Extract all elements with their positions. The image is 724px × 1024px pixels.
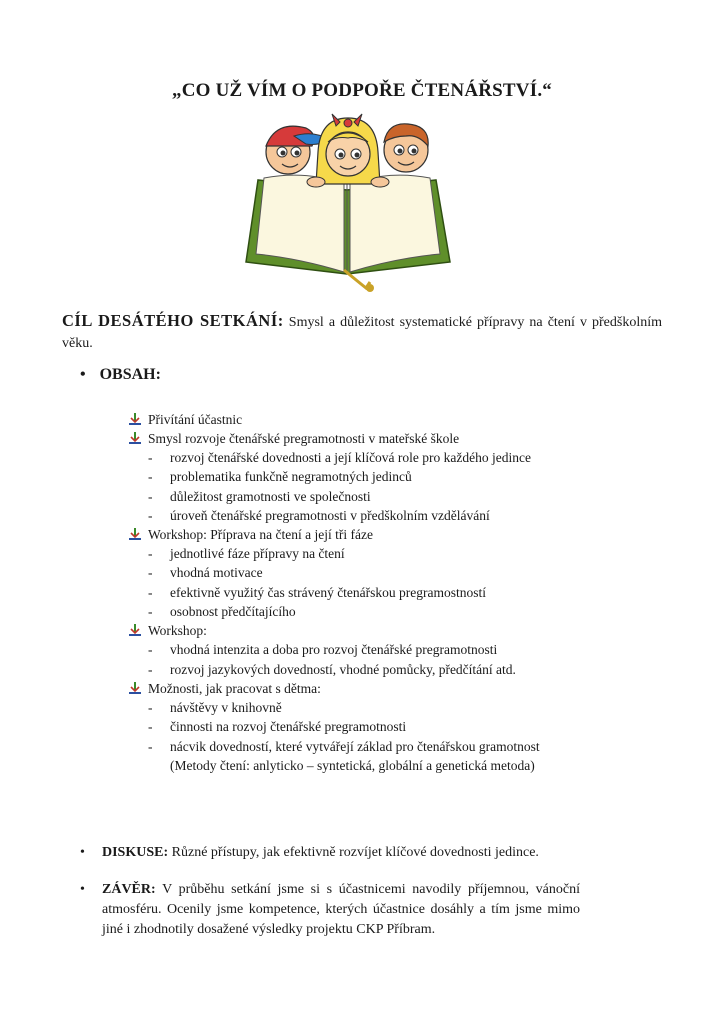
topic-label: Workshop: (148, 623, 207, 639)
dash-bullet-icon: - (148, 661, 153, 677)
subtopic-text: důležitost gramotnosti ve společnosti (170, 488, 371, 504)
subtopic-list (128, 640, 668, 679)
subtopic-item (128, 563, 668, 582)
zaver-section (80, 880, 580, 940)
dash-bullet-icon: - (148, 604, 153, 620)
subtopic-item (128, 602, 668, 621)
subtopic-item (128, 583, 668, 602)
subtopic-item (128, 698, 668, 717)
obsah-label: OBSAH: (99, 366, 161, 383)
goal-text: Smysl a důležitost systematické přípravy na čtení v předškolním věku. (62, 315, 662, 351)
subtopic-list (128, 698, 668, 775)
arrow-bullet-icon (128, 412, 142, 426)
subtopic-text: vhodná motivace (170, 565, 263, 581)
subtopic-item (128, 737, 668, 756)
subtopic-item (128, 506, 668, 525)
obsah-topics (128, 410, 668, 775)
dash-bullet-icon: - (148, 642, 153, 658)
zaver-text: V průběhu setkání jsme si s účastnicemi navodily příjemnou, vánoční atmosféru. Ocenily jsme kompetence, kterých účastnice dosáhly a tím jsme mimo jiné i zhodnotily dosažené výsledky projektu CKP Příbram. (102, 882, 580, 937)
topic-item (128, 679, 668, 698)
dash-bullet-icon: - (148, 699, 153, 715)
topic-label: Možnosti, jak pracovat s dětma: (148, 680, 321, 696)
dash-bullet-icon: - (148, 546, 153, 562)
arrow-bullet-icon (128, 623, 142, 637)
bullet-icon: • (80, 845, 85, 860)
arrow-bullet-icon (128, 681, 142, 695)
diskuse-section (80, 843, 580, 863)
topic-item (128, 429, 668, 448)
dash-bullet-icon: - (148, 507, 153, 523)
bullet-icon: • (80, 882, 85, 897)
subtopic-item (128, 640, 668, 659)
subtopic-item (128, 544, 668, 563)
subtopic-list (128, 448, 668, 525)
subtopic-item (128, 660, 668, 679)
subtopic-list (128, 544, 668, 621)
goal-paragraph (62, 310, 662, 354)
subtopic-item (128, 717, 668, 736)
subtopic-text: rozvoj čtenářské dovednosti a její klíčová role pro každého jedince (170, 450, 531, 465)
subtopic-text: problematika funkčně negramotných jedinců (170, 469, 412, 485)
subtopic-text: činnosti na rozvoj čtenářské pregramotnosti (170, 719, 407, 735)
diskuse-text: Různé přístupy, jak efektivně rozvíjet klíčové dovednosti jedince. (171, 845, 539, 860)
subtopic-item (128, 467, 668, 486)
arrow-bullet-icon (128, 431, 142, 445)
subtopic-text: efektivně využitý čas strávený čtenářskou pregramostností (170, 584, 487, 600)
topic-item (128, 410, 668, 429)
dash-bullet-icon: - (148, 738, 153, 754)
topic-label: Workshop: Příprava na čtení a její tři fáze (148, 527, 373, 543)
obsah-heading (80, 366, 161, 384)
page-title: „CO UŽ VÍM O PODPOŘE ČTENÁŘSTVÍ.“ (172, 80, 552, 101)
topic-label: Smysl rozvoje čtenářské pregramotnosti v mateřské škole (148, 431, 460, 446)
dash-bullet-icon: - (148, 488, 153, 504)
subtopic-text: rozvoj jazykových dovedností, vhodné pomůcky, předčítání atd. (170, 661, 516, 677)
subtopic-text: vhodná intenzita a doba pro rozvoj čtenářské pregramotnosti (170, 642, 498, 658)
children-reading-book-illustration (236, 112, 458, 298)
topic-label: Přivítání účastnic (148, 412, 243, 427)
subtopic-text: jednotlivé fáze přípravy na čtení (170, 546, 345, 562)
dash-bullet-icon: - (148, 565, 153, 581)
topic-item (128, 621, 668, 640)
subtopic-text: návštěvy v knihovně (170, 699, 282, 715)
arrow-bullet-icon (128, 527, 142, 541)
subtopic-item (128, 487, 668, 506)
dash-bullet-icon: - (148, 469, 153, 485)
subtopic-text: úroveň čtenářské pregramotnosti v předškolním vzdělávání (170, 507, 490, 523)
dash-bullet-icon: - (148, 719, 153, 735)
subtopic-note: (Metody čtení: anlyticko – syntetická, globální a genetická metoda) (170, 757, 535, 773)
diskuse-label: DISKUSE: (102, 845, 169, 860)
bullet-icon: • (80, 366, 86, 383)
topic-item (128, 525, 668, 544)
subtopic-text: osobnost předčítajícího (170, 604, 296, 620)
goal-label: CÍL DESÁTÉHO SETKÁNÍ: (62, 311, 284, 330)
subtopic-item (128, 448, 668, 467)
dash-bullet-icon: - (148, 450, 153, 465)
dash-bullet-icon: - (148, 584, 153, 600)
zaver-label: ZÁVĚR: (102, 882, 156, 897)
subtopic-text: nácvik dovedností, které vytvářejí základ pro čtenářskou gramotnost (170, 738, 540, 754)
